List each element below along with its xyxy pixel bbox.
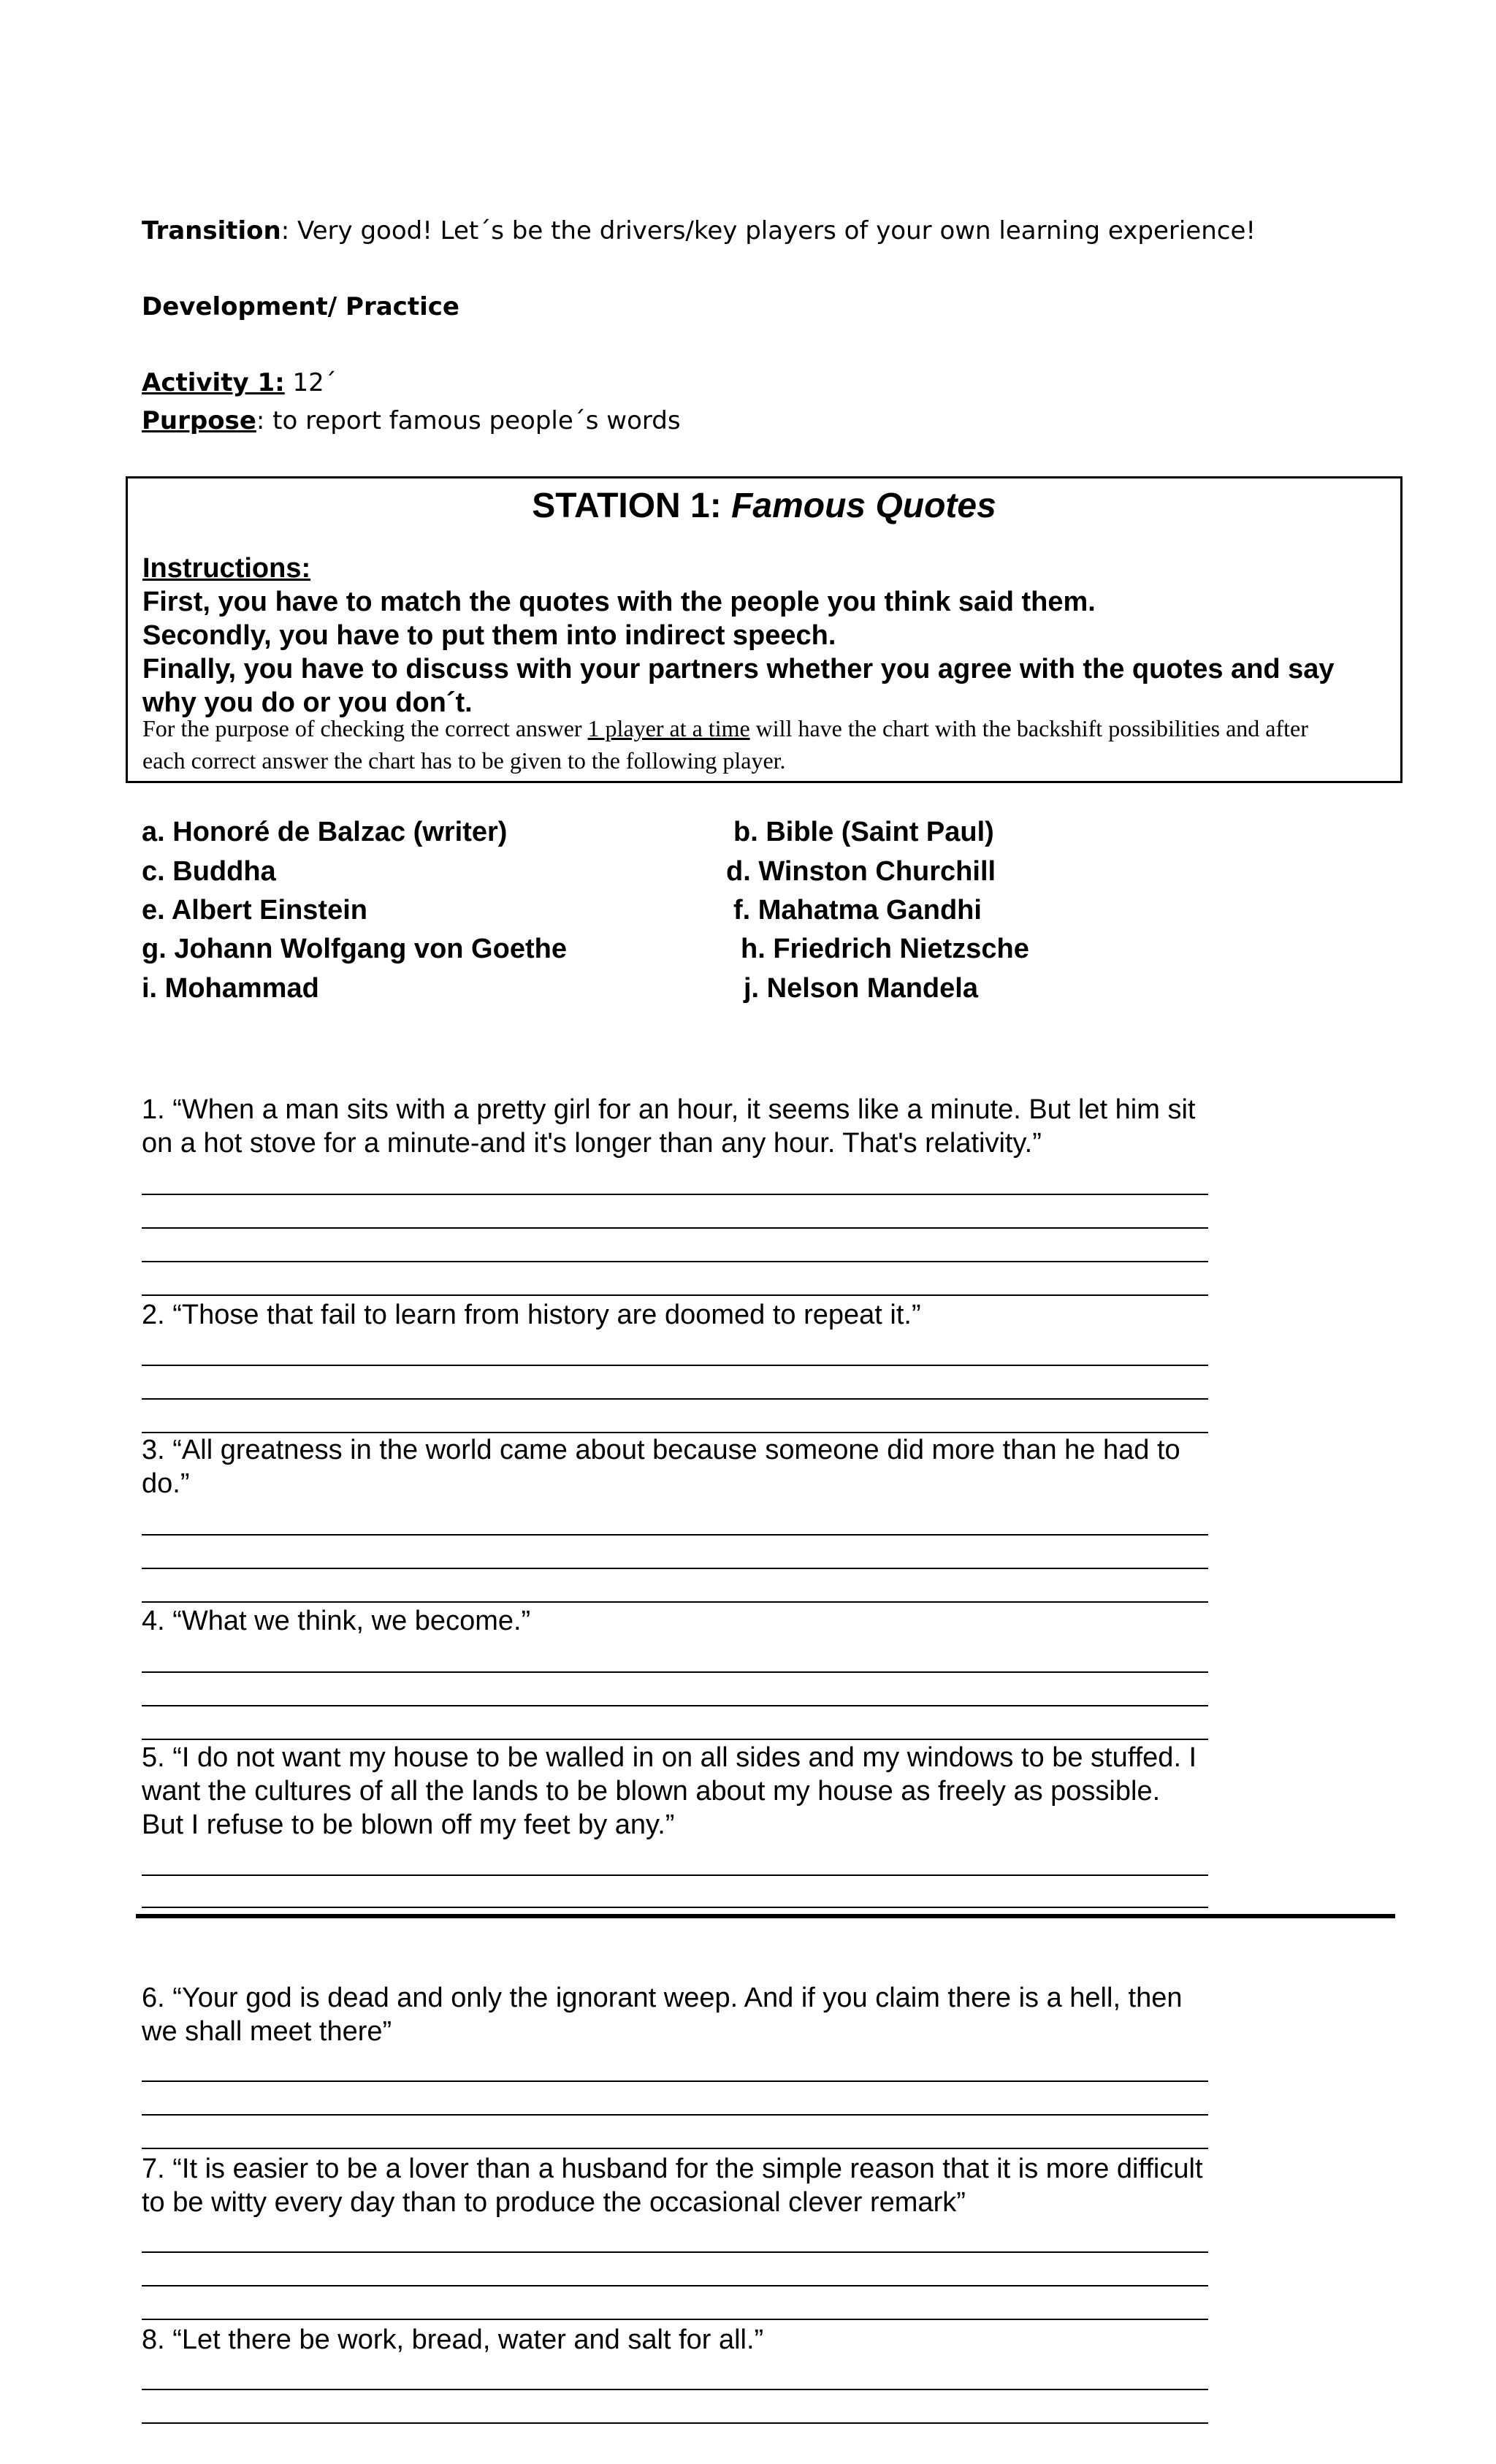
answer-line xyxy=(142,1294,1208,1296)
note-pre: For the purpose of checking the correct answer xyxy=(142,715,588,741)
activity-line xyxy=(142,368,337,397)
activity-label: Activity 1: xyxy=(142,368,285,397)
person-item: f. Mahatma Gandhi xyxy=(733,895,982,926)
answer-line xyxy=(142,1261,1208,1262)
instruction-3: Finally, you have to discuss with your partners whether you agree with the quotes and say why you do or you don´t. xyxy=(142,654,1335,718)
answer-line xyxy=(142,2319,1208,2320)
answer-line xyxy=(142,1534,1208,1536)
purpose-label: Purpose xyxy=(142,406,256,435)
development-label: Development/ Practice xyxy=(142,292,459,321)
activity-time: 12´ xyxy=(284,368,337,397)
quote-4: 4. “What we think, we become.” xyxy=(142,1606,531,1636)
person-item: d. Winston Churchill xyxy=(726,856,996,887)
station-title-main: STATION 1: xyxy=(532,487,732,525)
answer-line xyxy=(142,2251,1208,2253)
station-title xyxy=(128,484,1400,528)
instructions-label: Instructions: xyxy=(142,553,311,584)
quote-3: 3. “All greatness in the world came about because someone did more than he had to do.” xyxy=(142,1435,1180,1499)
transition-text: : Very good! Let´s be the drivers/key players of your own learning experience! xyxy=(280,216,1256,245)
quote-2: 2. “Those that fail to learn from history are doomed to repeat it.” xyxy=(142,1300,921,1330)
person-item: h. Friedrich Nietzsche xyxy=(741,934,1029,964)
instructions xyxy=(142,552,1356,720)
station-title-italic: Famous Quotes xyxy=(731,487,996,525)
person-item: e. Albert Einstein xyxy=(142,895,367,926)
note-post: will have the chart with the backshift possibilities and after each correct answer the chart has to be given to the following player. xyxy=(142,715,1308,774)
purpose-line xyxy=(142,406,681,435)
checking-note xyxy=(142,712,1356,777)
person-item: a. Honoré de Balzac (writer) xyxy=(142,817,508,847)
answer-line xyxy=(142,2422,1208,2424)
instruction-2: Secondly, you have to put them into indirect speech. xyxy=(142,620,836,651)
answer-line xyxy=(142,1671,1208,1673)
answer-line xyxy=(142,2114,1208,2116)
answer-line xyxy=(142,1227,1208,1229)
quote-7: 7. “It is easier to be a lover than a husband for the simple reason that it is more difficult to be witty every day than to produce the occasional clever remark” xyxy=(142,2154,1203,2218)
person-item: b. Bible (Saint Paul) xyxy=(733,817,994,847)
answer-line xyxy=(142,1365,1208,1366)
person-item: c. Buddha xyxy=(142,856,276,887)
station-box xyxy=(126,476,1402,783)
note-underlined: 1 player at a time xyxy=(587,715,750,741)
answer-line xyxy=(142,1705,1208,1706)
answer-line xyxy=(142,1398,1208,1400)
answer-line xyxy=(142,1194,1208,1195)
quote-6: 6. “Your god is dead and only the ignorant weep. And if you claim there is a hell, then we shall meet there” xyxy=(142,1983,1183,2047)
answer-line xyxy=(142,1739,1208,1740)
purpose-text: : to report famous people´s words xyxy=(256,406,681,435)
quote-1: 1. “When a man sits with a pretty girl for an hour, it seems like a minute. But let him sit on a hot stove for a minute-and it's longer than any hour. That's relativity.” xyxy=(142,1094,1196,1159)
development-heading xyxy=(142,292,459,321)
quote-8: 8. “Let there be work, bread, water and salt for all.” xyxy=(142,2324,764,2355)
section-divider xyxy=(136,1914,1395,1918)
answer-line xyxy=(142,1907,1208,1908)
answer-line xyxy=(142,2080,1208,2082)
answer-line xyxy=(142,2148,1208,2149)
answer-line xyxy=(142,2285,1208,2286)
quote-5: 5. “I do not want my house to be walled in on all sides and my windows to be stuffed. I want the cultures of all the lands to be blown about my house as freely as possible. But I refuse to be blown off my feet by any.” xyxy=(142,1742,1197,1840)
person-item: g. Johann Wolfgang von Goethe xyxy=(142,934,567,964)
transition-line xyxy=(142,216,1256,245)
transition-label: Transition xyxy=(142,216,281,245)
answer-line xyxy=(142,2389,1208,2390)
instruction-1: First, you have to match the quotes with the people you think said them. xyxy=(142,587,1096,617)
answer-line xyxy=(142,1874,1208,1876)
answer-line xyxy=(142,1568,1208,1569)
person-item: i. Mohammad xyxy=(142,973,319,1004)
person-item: j. Nelson Mandela xyxy=(744,973,978,1004)
answer-line xyxy=(142,1601,1208,1603)
